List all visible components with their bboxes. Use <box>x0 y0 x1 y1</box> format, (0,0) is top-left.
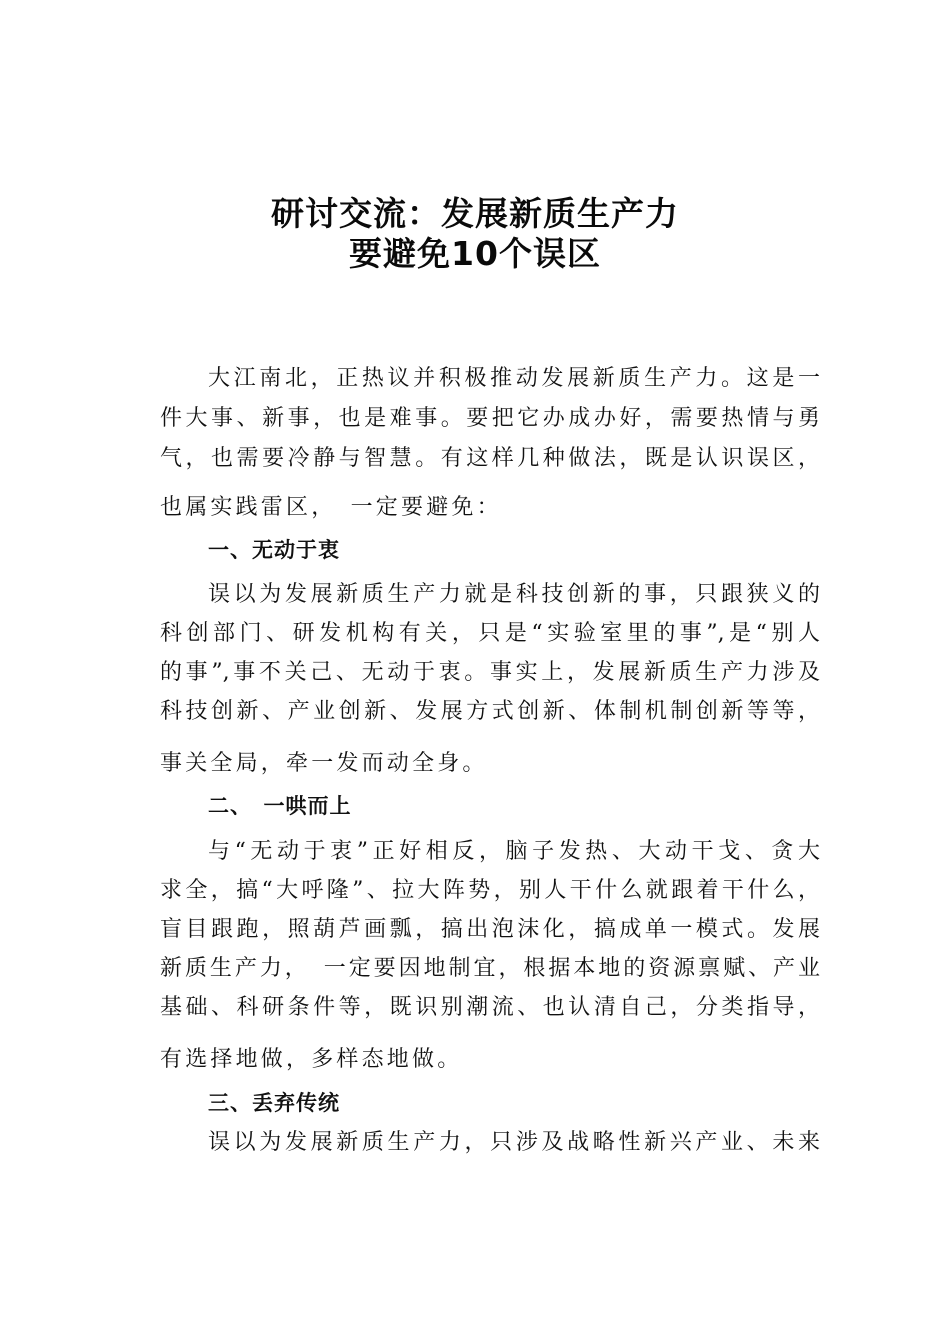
section-1-line-2: 科创部门、研发机构有关，只是“实验室里的事”,是“别人 <box>160 621 820 646</box>
section-2-line-3: 盲目跟跑，照葫芦画瓢，搞出泡沫化，搞成单一模式。发展 <box>160 917 820 942</box>
section-3-heading: 三、丢弃传统 <box>208 1091 340 1115</box>
section-1-heading: 一、无动于衷 <box>208 538 340 562</box>
section-2-line-1: 与“无动于衷”正好相反，脑子发热、大动干戈、贪大 <box>208 839 820 864</box>
section-3-line-1: 误以为发展新质生产力，只涉及战略性新兴产业、未来 <box>208 1130 820 1155</box>
document-title-line-1: 研讨交流：发展新质生产力 <box>271 194 679 233</box>
section-2-line-4: 新质生产力， 一定要因地制宜，根据本地的资源禀赋、产业 <box>160 956 820 981</box>
section-2-line-5: 基础、科研条件等，既识别潮流、也认清自己，分类指导， <box>160 995 820 1020</box>
section-1-line-5: 事关全局，牵一发而动全身。 <box>160 751 488 776</box>
section-1-line-4: 科技创新、产业创新、发展方式创新、体制机制创新等等， <box>160 699 820 724</box>
intro-line-1: 大江南北，正热议并积极推动发展新质生产力。这是一 <box>208 366 820 391</box>
intro-line-4: 也属实践雷区， 一定要避免： <box>160 495 502 520</box>
section-2-line-6: 有选择地做，多样态地做。 <box>160 1047 463 1072</box>
section-1-line-1: 误以为发展新质生产力就是科技创新的事，只跟狭义的 <box>208 582 820 607</box>
section-2-line-2: 求全，搞“大呼隆”、拉大阵势，别人干什么就跟着干什么， <box>160 878 820 903</box>
document-title-line-2: 要避免10个误区 <box>349 234 601 273</box>
section-1-line-3: 的事”,事不关己、无动于衷。事实上，发展新质生产力涉及 <box>160 660 820 685</box>
section-2-heading: 二、 一哄而上 <box>208 794 352 818</box>
intro-line-3: 气，也需要冷静与智慧。有这样几种做法，既是认识误区， <box>160 446 820 471</box>
intro-line-2: 件大事、新事，也是难事。要把它办成办好，需要热情与勇 <box>160 406 820 431</box>
